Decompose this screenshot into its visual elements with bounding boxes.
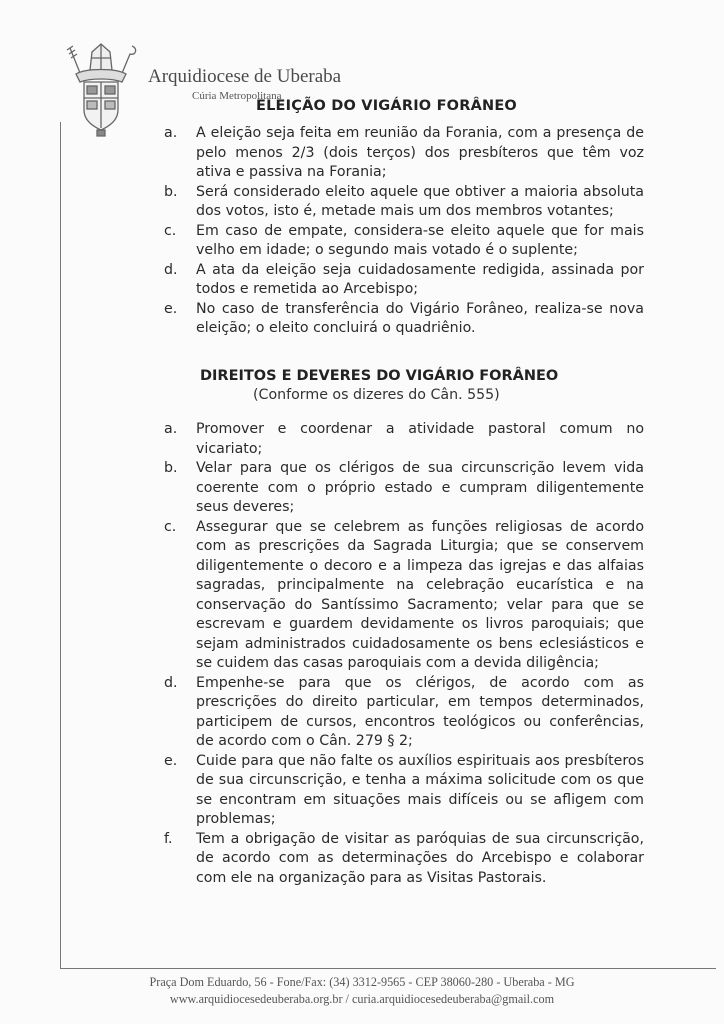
list-item-text: Em caso de empate, considera-se eleito aquele que for mais velho em idade; o segundo mais votado é o suplente;	[196, 222, 644, 258]
list-item-text: A ata da eleição seja cuidadosamente redigida, assinada por todos e remetida ao Arcebispo;	[196, 261, 644, 297]
footer-address: Praça Dom Eduardo, 56 - Fone/Fax: (34) 3312-9565 - CEP 38060-280 - Uberaba - MG	[149, 975, 575, 989]
election-rules-list	[164, 124, 644, 339]
list-item	[164, 420, 644, 459]
frame-border-left	[60, 122, 61, 969]
list-item	[164, 752, 644, 830]
list-marker: c.	[164, 518, 177, 535]
section-title-rights-duties: DIREITOS E DEVERES DO VIGÁRIO FORÂNEO	[200, 368, 559, 384]
list-item-text: Velar para que os clérigos de sua circunscrição levem vida coerente com o próprio estado e cumpram diligentemente seus deveres;	[196, 460, 644, 515]
list-item-text: Cuide para que não falte os auxílios espirituais aos presbíteros de sua circunscrição, e tenha a máxima solicitude com os que se encontram em situações mais difíceis ou se afligem com problemas;	[196, 752, 644, 827]
list-item-text: No caso de transferência do Vigário Forâneo, realiza-se nova eleição; o eleito concluirá o quadriênio.	[196, 300, 644, 336]
org-name: Arquidiocese de Uberaba	[148, 66, 342, 87]
list-marker: a.	[164, 125, 178, 141]
list-item	[164, 518, 644, 674]
list-marker: b.	[164, 460, 178, 476]
frame-border-bottom	[60, 968, 716, 969]
list-marker: d.	[164, 261, 178, 278]
list-item	[164, 261, 644, 300]
list-item-text: Tem a obrigação de visitar as paróquias de sua circunscrição, de acordo com as determinações do Arcebispo e colaborar com ele na organização para as Visitas Pastorais.	[196, 830, 644, 886]
list-marker: f.	[164, 830, 173, 847]
episcopal-coat-of-arms-icon	[62, 38, 140, 138]
list-item	[164, 124, 644, 183]
list-item	[164, 674, 644, 752]
list-item-text: Será considerado eleito aquele que obtiver a maioria absoluta dos votos, isto é, metade mais um dos membros votantes;	[196, 183, 644, 219]
org-subtitle: Cúria Metropolitana	[192, 90, 282, 102]
list-marker: d.	[164, 674, 178, 691]
list-item-text: A eleição seja feita em reunião da Forania, com a presença de pelo menos 2/3 (dois terços) dos presbíteros que têm voz ativa e passiva na Forania;	[196, 125, 644, 180]
rights-duties-list	[164, 420, 644, 888]
list-item-text: Promover e coordenar a atividade pastoral comum no vicariato;	[196, 421, 644, 457]
list-item-text: Empenhe-se para que os clérigos, de acordo com as prescrições do direito particular, em tempos determinados, participem de cursos, encontros teológicos ou conferências, de acordo com o Cân. 279 § 2;	[196, 674, 644, 749]
list-item	[164, 459, 644, 518]
footer-contact[interactable]: www.arquidiocesedeuberaba.org.br / curia.arquidiocesedeuberaba@gmail.com	[169, 992, 555, 1006]
list-item	[164, 830, 644, 889]
list-item-text: Assegurar que se celebrem as funções religiosas de acordo com as prescrições da Sagrada Liturgia; que se conservem diligentemente o decoro e a limpeza das igrejas e das alfaias sagradas, principalmente na celebração eucarística e na conservação do Santíssimo Sacramento; velar para que se escrevam e guardem devidamente os livros paroquiais; que sejam administrados cuidadosamente os bens eclesiásticos e se cuidem das casas paroquiais com a devida diligência;	[196, 518, 644, 671]
list-marker: e.	[164, 300, 178, 317]
list-item	[164, 183, 644, 222]
list-item	[164, 300, 644, 339]
list-marker: a.	[164, 421, 178, 437]
list-marker: b.	[164, 183, 178, 200]
list-item	[164, 222, 644, 261]
footer	[0, 974, 724, 1008]
list-marker: c.	[164, 222, 177, 239]
section-subtitle: (Conforme os dizeres do Cân. 555)	[253, 387, 500, 403]
list-marker: e.	[164, 752, 178, 769]
section-title-election: ELEIÇÃO DO VIGÁRIO FORÂNEO	[256, 98, 517, 114]
